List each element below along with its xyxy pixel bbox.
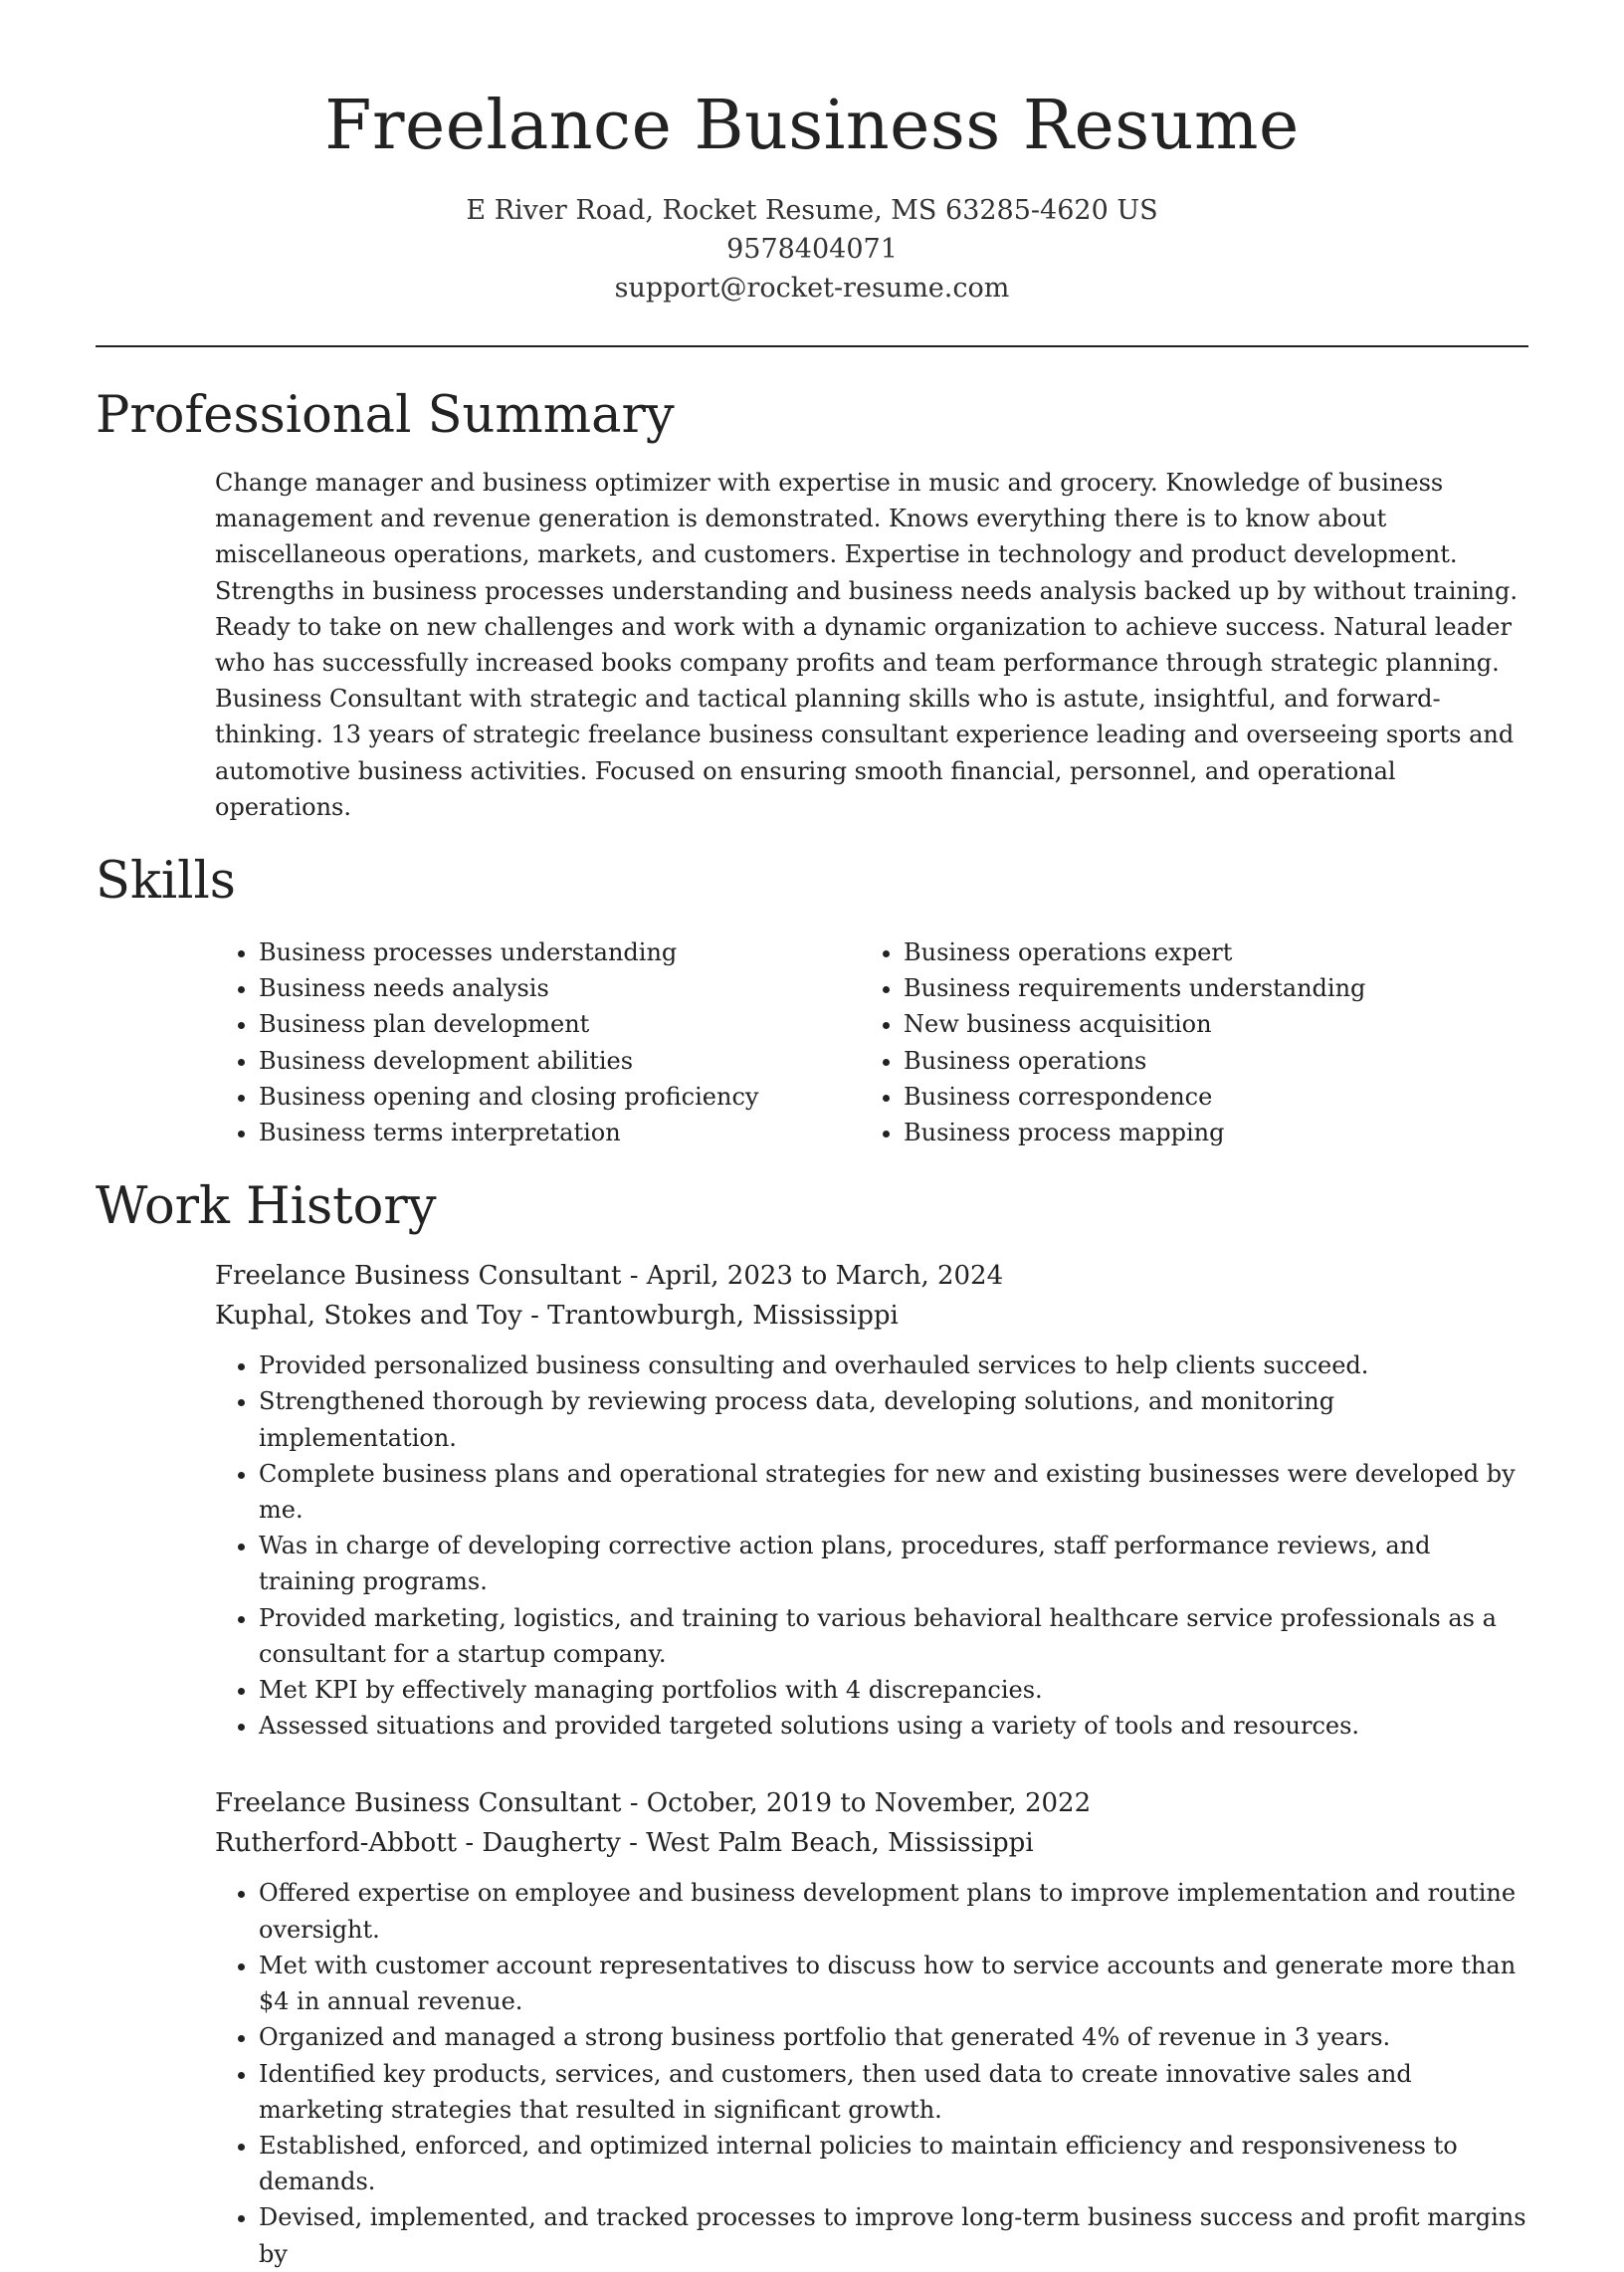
job-dates: October, 2019 to November, 2022 — [646, 1788, 1092, 1819]
job-location: Trantowburgh, Mississippi — [547, 1301, 899, 1332]
job-role: Freelance Business Consultant — [215, 1788, 622, 1819]
skill-item: • Business requirements understanding — [904, 970, 1528, 1006]
job-bullets — [215, 1347, 1528, 1744]
job-location: West Palm Beach, Mississippi — [646, 1828, 1034, 1859]
skill-item: • Business terms interpretation — [259, 1115, 860, 1150]
job-dates: April, 2023 to March, 2024 — [646, 1261, 1004, 1292]
job-bullet: • Established, enforced, and optimized internal policies to maintain efficiency and responsiveness to demands. — [259, 2128, 1528, 2199]
skill-item: • Business correspondence — [904, 1079, 1528, 1115]
skill-item: • Business process mapping — [904, 1115, 1528, 1150]
separator: - — [629, 1261, 647, 1292]
skill-item: • Business operations — [904, 1043, 1528, 1079]
skills-grid — [215, 934, 1528, 1150]
skill-item: • Business plan development — [259, 1006, 860, 1042]
skill-item: • Business opening and closing proficiency — [259, 1079, 860, 1115]
job-company-line — [215, 1296, 1528, 1336]
job-bullet: • Was in charge of developing corrective action plans, procedures, staff performance reviews, and training programs. — [259, 1528, 1528, 1599]
skill-item: • Business operations expert — [904, 934, 1528, 970]
separator: - — [530, 1301, 548, 1332]
resume-header — [0, 0, 1624, 308]
job-bullet: • Met with customer account representatives to discuss how to service accounts and generate more than $4 in annual revenue. — [259, 1948, 1528, 2019]
skills-section — [0, 851, 1624, 1150]
separator: - — [629, 1828, 647, 1859]
skills-heading: Skills — [96, 852, 236, 912]
skill-item: • Business needs analysis — [259, 970, 860, 1006]
work-history-heading: Work History — [96, 1177, 437, 1237]
job-bullet: • Complete business plans and operational strategies for new and existing businesses were developed by me. — [259, 1456, 1528, 1528]
job-bullet: • Offered expertise on employee and business development plans to improve implementation and routine oversight. — [259, 1875, 1528, 1947]
summary-section — [0, 385, 1624, 825]
job-bullet: • Devised, implemented, and tracked processes to improve long-term business success and profit margins by — [259, 2199, 1528, 2271]
job-company-line — [215, 1823, 1528, 1863]
skills-list-left — [215, 934, 860, 1150]
skill-item: • New business acquisition — [904, 1006, 1528, 1042]
resume-title: Freelance Business Resume — [324, 87, 1300, 165]
skill-item: • Business development abilities — [259, 1043, 860, 1079]
work-history-section — [0, 1176, 1624, 2271]
address: E River Road, Rocket Resume, MS 63285-4620 US — [466, 195, 1158, 226]
job-bullet: • Strengthened thorough by reviewing process data, developing solutions, and monitoring implementation. — [259, 1383, 1528, 1455]
job-entry — [215, 1783, 1528, 2271]
phone: 9578404071 — [726, 234, 898, 265]
job-role: Freelance Business Consultant — [215, 1261, 622, 1292]
skill-item: • Business processes understanding — [259, 934, 860, 970]
summary-text: Change manager and business optimizer with expertise in music and grocery. Knowledge of business management and revenue generation is demonstrated. Knows everything there is to know about miscellaneous operations, markets, and customers. Expertise in technology and product development. Strengths in business processes understanding and business needs analysis backed up by without training. Ready to take on new challenges and work with a dynamic organization to achieve success. Natural leader who has successfully increased books company profits and team performance through strategic planning. Business Consultant with strategic and tactical planning skills who is astute, insightful, and forward-thinking. 13 years of strategic freelance business consultant experience leading and overseeing sports and automotive business activities. Focused on ensuring smooth financial, personnel, and operational operations. — [215, 469, 1518, 821]
job-bullet: • Assessed situations and provided targeted solutions using a variety of tools and resources. — [259, 1708, 1528, 1744]
job-company: Rutherford-Abbott - Daugherty — [215, 1828, 621, 1859]
job-entry — [215, 1256, 1528, 1744]
job-bullet: • Identified key products, services, and customers, then used data to create innovative sales and marketing strategies that resulted in significant growth. — [259, 2056, 1528, 2128]
skills-list-right — [860, 934, 1528, 1150]
email: support@rocket-resume.com — [614, 273, 1010, 304]
job-bullet: • Organized and managed a strong business portfolio that generated 4% of revenue in 3 years. — [259, 2019, 1528, 2055]
job-title-line — [215, 1256, 1528, 1296]
header-divider — [96, 345, 1528, 347]
job-title-line — [215, 1783, 1528, 1823]
job-company: Kuphal, Stokes and Toy — [215, 1301, 522, 1332]
contact-block — [0, 191, 1624, 308]
summary-heading: Professional Summary — [96, 386, 675, 445]
separator: - — [629, 1788, 647, 1819]
job-bullets — [215, 1875, 1528, 2271]
job-bullet: • Provided personalized business consulting and overhauled services to help clients succeed. — [259, 1347, 1528, 1383]
job-bullet: • Met KPI by effectively managing portfolios with 4 discrepancies. — [259, 1672, 1528, 1708]
job-bullet: • Provided marketing, logistics, and training to various behavioral healthcare service professionals as a consultant for a startup company. — [259, 1600, 1528, 1672]
